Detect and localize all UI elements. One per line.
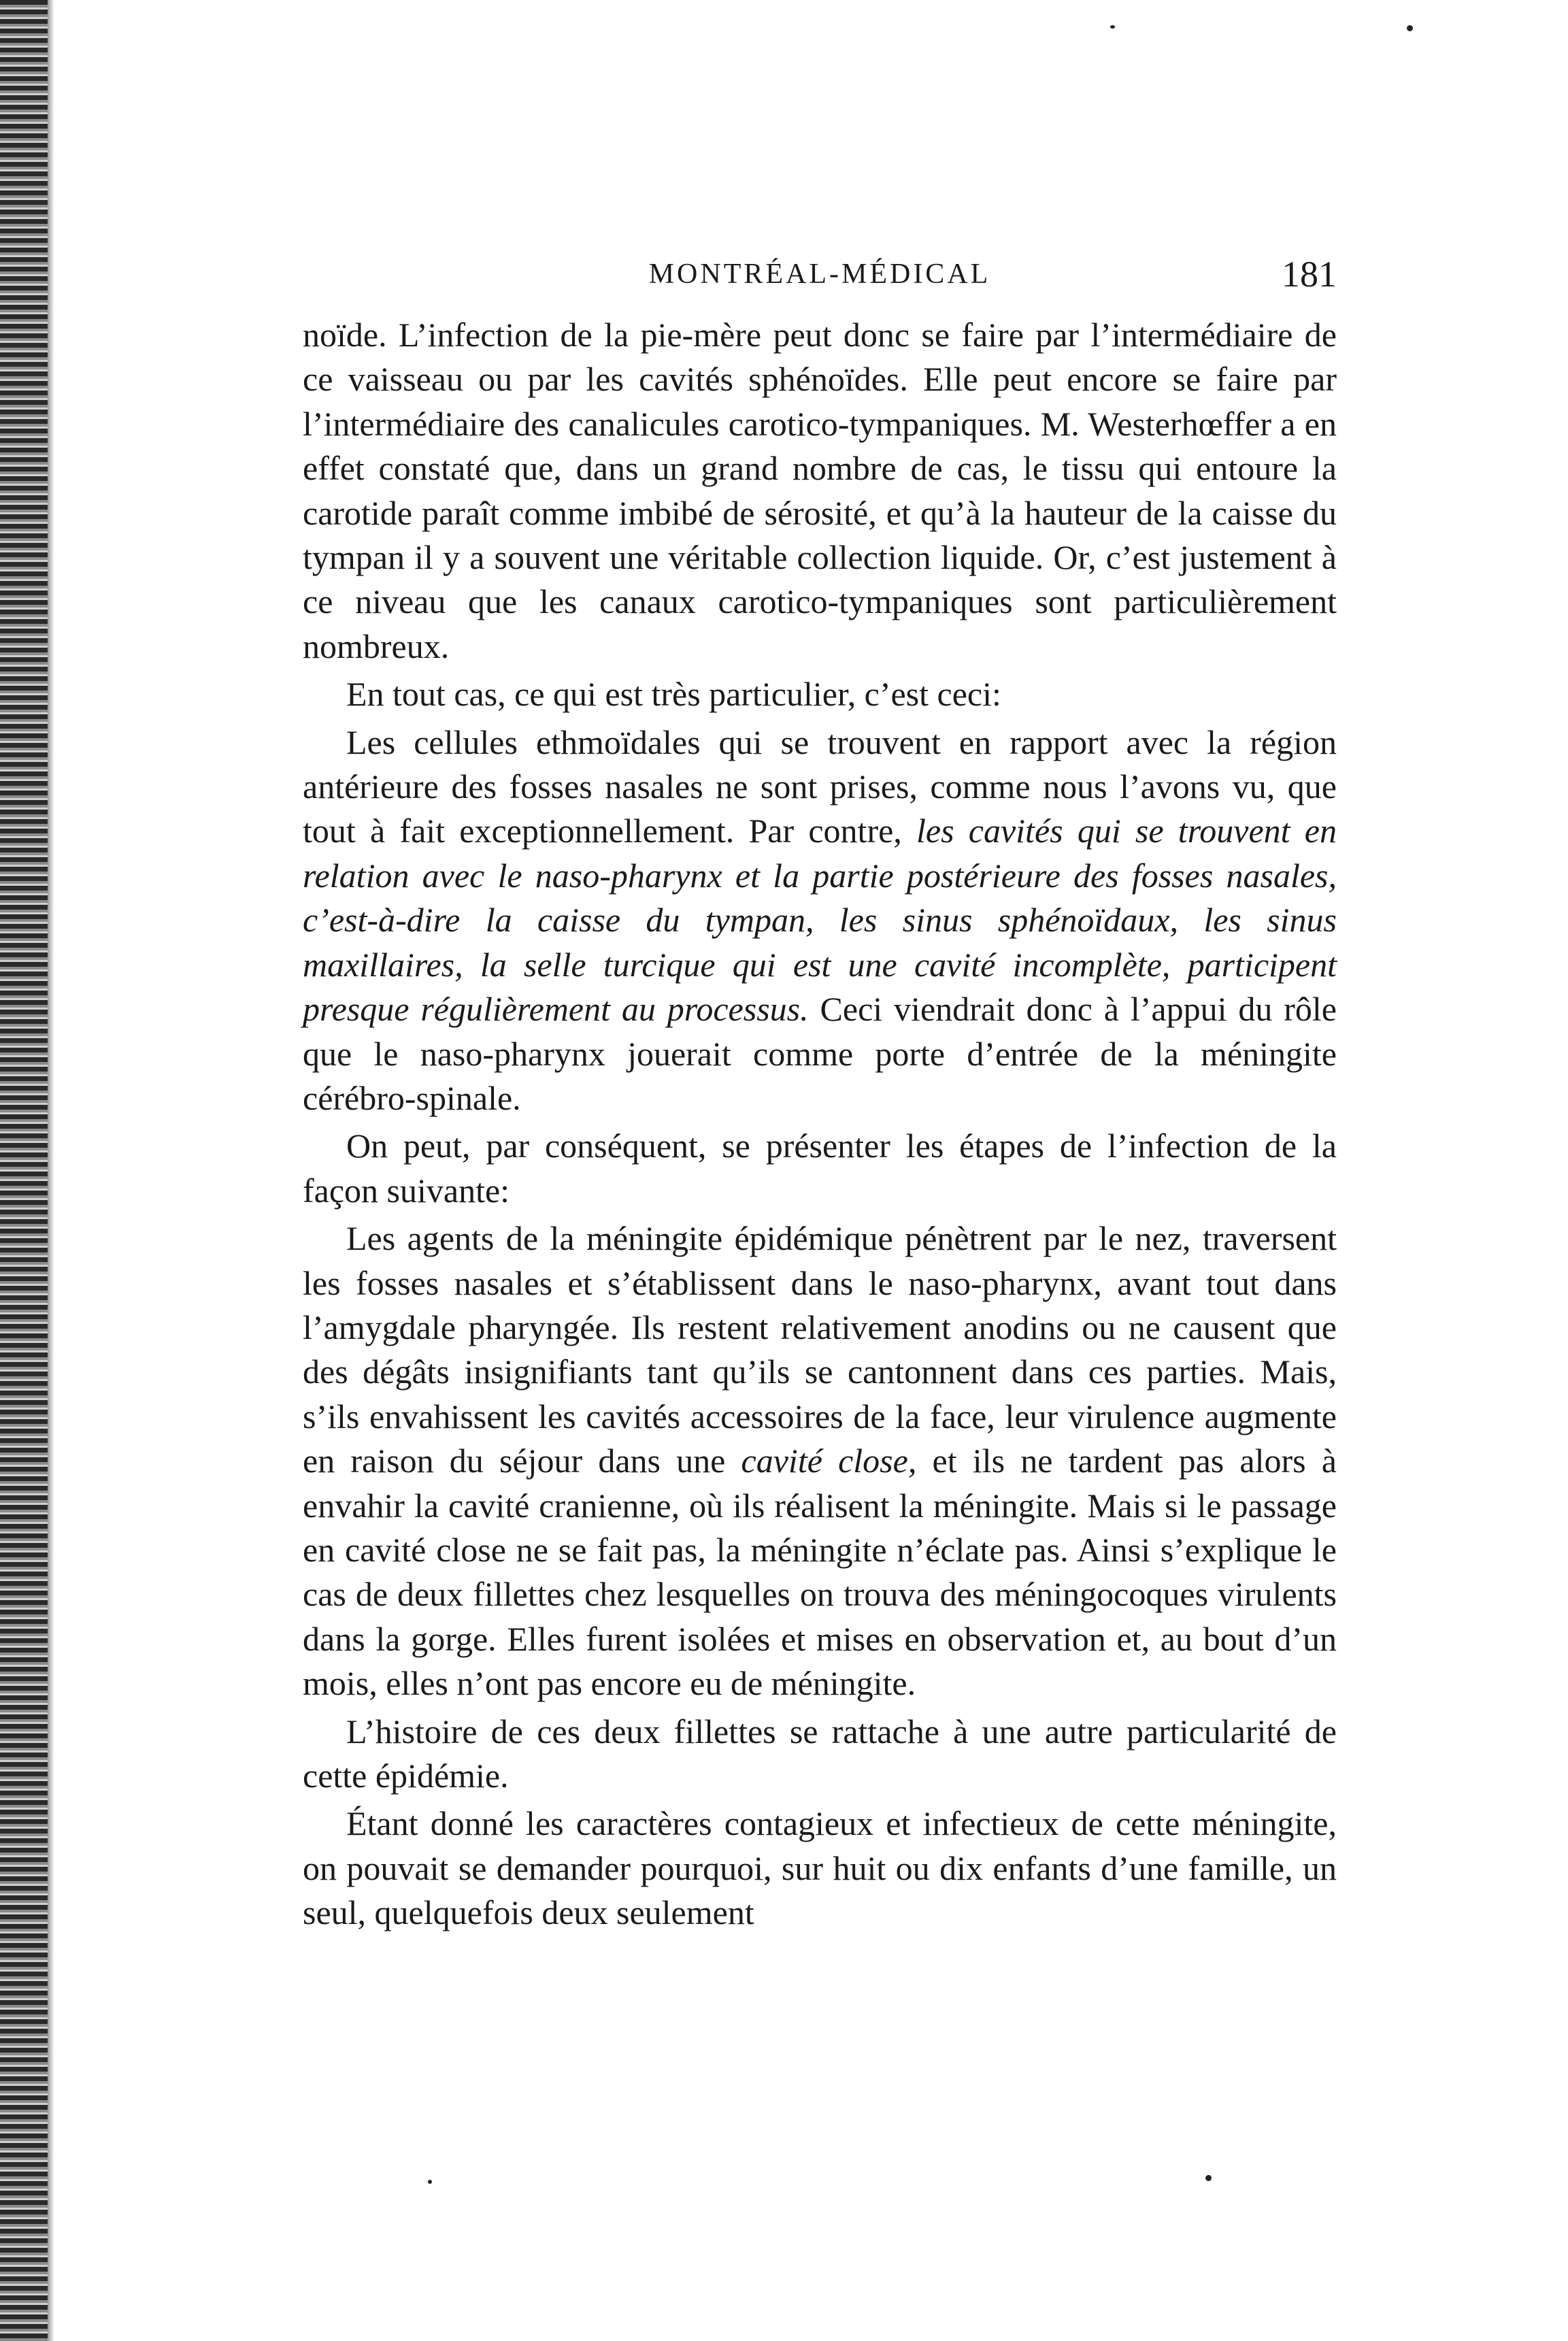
scan-speck xyxy=(1407,25,1413,31)
body-text xyxy=(303,313,1337,1939)
text-run: Étant donné les caractères contagieux et infectieux de cette méningite, on pouvait se demander pourquoi, sur huit ou dix enfants d’une famille, un seul, quelquefois deux seulement xyxy=(303,1804,1337,1932)
text-run: Les agents de la méningite épidémique pénètrent par le nez, traversent les fosses nasales et s’établissent dans le naso-pharynx, avant tout dans l’amygdale pharyngée. Ils restent relativement anodins ou ne causent que des dégâts insignifiants tant qu’ils se cantonnent dans ces parties. Mais, s’ils envahissent les cavités accessoires de la face, leur virulence augmente en raison du séjour dans une xyxy=(303,1219,1337,1480)
paragraph xyxy=(303,1124,1337,1213)
scan-speck xyxy=(1110,25,1115,29)
text-run: et ils ne tardent pas alors à envahir la cavité cranienne, où ils réalisent la méningite. Mais si le passage en cavité close ne se fait pas, la méningite n’éclate pas. Ainsi s’explique le cas de deux fillettes chez lesquelles on trouva des méningocoques virulents dans la gorge. Elles furent isolées et mises en observation et, au bout d’un mois, elles n’ont pas encore eu de méningite. xyxy=(303,1442,1337,1703)
paragraph xyxy=(303,720,1337,1121)
paragraph xyxy=(303,1802,1337,1935)
text-run: L’histoire de ces deux fillettes se rattache à une autre particularité de cette épidémie. xyxy=(303,1712,1337,1795)
scan-speck xyxy=(428,2180,432,2184)
text-run: Les cellules ethmoïdales qui se trouvent en rapport avec la région antérieure des fosses nasales ne sont prises, comme nous l’avons vu, que tout à fait exceptionnellement. Par contre, xyxy=(303,723,1337,850)
scan-speck xyxy=(1205,2175,1212,2181)
binding-shadow xyxy=(48,0,54,2341)
paragraph xyxy=(303,1216,1337,1706)
text-run: On peut, par conséquent, se présenter les étapes de l’infection de la façon suivante: xyxy=(303,1127,1337,1210)
text-run: Ceci viendrait donc à l’appui du rôle que le naso-pharynx jouerait comme porte d’entrée de la méningite cérébro-spinale. xyxy=(303,990,1337,1117)
scanned-binding-edge xyxy=(0,0,48,2341)
page-number: 181 xyxy=(1282,254,1337,295)
running-head xyxy=(303,250,1337,298)
running-title: MONTRÉAL-MÉDICAL xyxy=(648,259,991,290)
text-run: En tout cas, ce qui est très particulier, c’est ceci: xyxy=(346,675,1001,714)
paragraph xyxy=(303,1710,1337,1799)
italic-text-run: les cavités qui se trouvent en relation avec le naso-pharynx et la partie postérieure des fosses nasales, c’est-à-dire la caisse du tympan, les sinus sphénoïdaux, les sinus maxillaires, la selle turcique qui est une cavité incomplète, participent presque régulièrement au processus. xyxy=(303,812,1337,1029)
paragraph xyxy=(303,672,1337,716)
text-run: noïde. L’infection de la pie-mère peut donc se faire par l’intermédiaire de ce vaisseau ou par les cavités sphénoïdes. Elle peut encore se faire par l’intermédiaire des canalicules carotico-tympaniques. M. Westerhœffer a en effet constaté que, dans un grand nombre de cas, le tissu qui entoure la carotide paraît comme imbibé de sérosité, et qu’à la hauteur de la caisse du tympan il y a souvent une véritable collection liquide. Or, c’est justement à ce niveau que les canaux carotico-tympaniques sont particulièrement nombreux. xyxy=(303,316,1337,665)
italic-text-run: cavité close, xyxy=(741,1442,917,1480)
paragraph xyxy=(303,313,1337,669)
